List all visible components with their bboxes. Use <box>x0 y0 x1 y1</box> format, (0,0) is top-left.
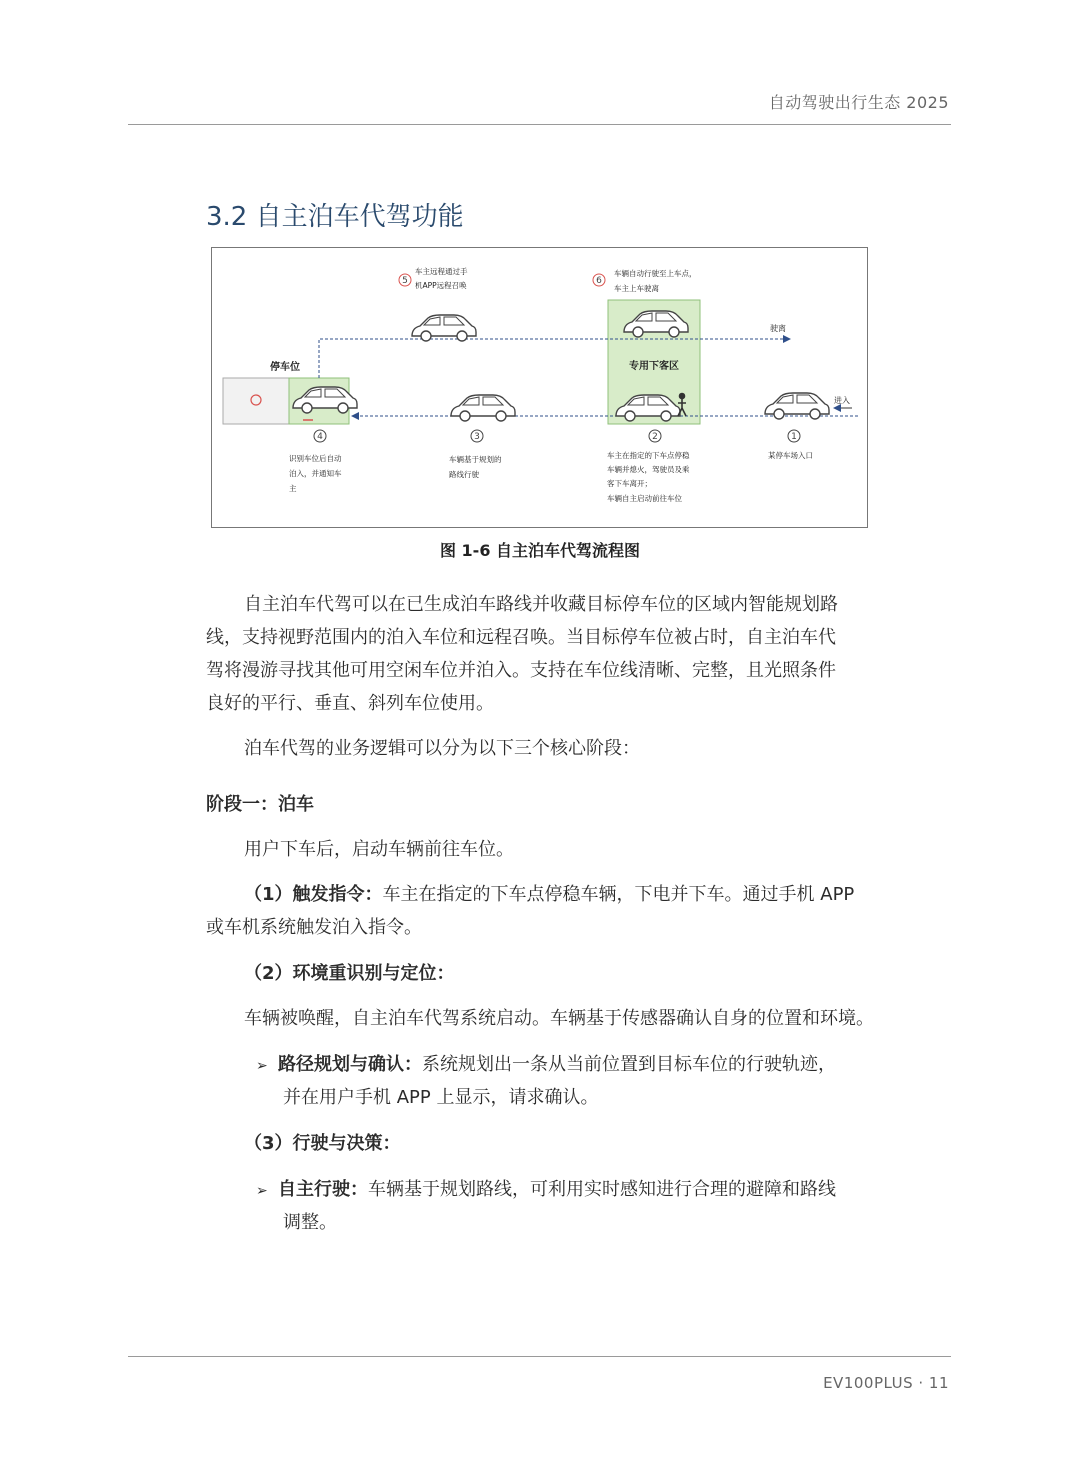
step2-line2: 车辆并熄火，驾驶员及乘 <box>607 465 690 474</box>
figure-caption: 图 1-6 自主泊车代驾流程图 <box>439 541 641 560</box>
paragraph-line: 驾将漫游寻找其他可用空闲车位并泊入。支持在车位线清晰、完整，且光照条件 <box>206 660 836 681</box>
bullet2-label: 自主行驶： <box>278 1179 368 1200</box>
section-title: 3.2 自主泊车代驾功能 <box>206 202 464 232</box>
bullet1-text: 系统规划出一条从当前位置到目标车位的行驶轨迹， <box>422 1054 836 1075</box>
step6-line2: 车主上车驶离 <box>614 284 659 293</box>
bullet-arrow-icon: ➢ <box>256 1058 268 1074</box>
paragraph-line: 良好的平行、垂直、斜列车位使用。 <box>206 693 494 714</box>
running-header: 自动驾驶出行生态 2025 <box>768 93 949 112</box>
step2-line3: 客下车离开； <box>607 479 652 488</box>
item1-continuation: 或车机系统触发泊入指令。 <box>206 917 422 938</box>
item1-text: 车主在指定的下车点停稳车辆，下电并下车。通过手机 APP <box>382 884 855 905</box>
stage1-intro: 用户下车后，启动车辆前往车位。 <box>244 839 514 860</box>
step2-line1: 车主在指定的下车点停稳 <box>607 451 690 460</box>
step4-number: 4 <box>317 432 323 442</box>
bullet1-continuation: 并在用户手机 APP 上显示，请求确认。 <box>283 1087 599 1108</box>
bullet2 <box>256 1173 836 1208</box>
bullet2-text: 车辆基于规划路线，可利用实时感知进行合理的避障和路线 <box>368 1179 836 1200</box>
bullet1 <box>256 1048 836 1083</box>
step5-line1: 车主远程通过手 <box>415 267 468 276</box>
step5-number: 5 <box>402 276 408 286</box>
drive-away-label: 驶离 <box>770 324 786 333</box>
summon-path <box>319 339 790 378</box>
car-driving-icon <box>451 395 515 421</box>
paragraph-intro-stages: 泊车代驾的业务逻辑可以分为以下三个核心阶段： <box>244 738 640 759</box>
item2-text: 车辆被唤醒，自主泊车代驾系统启动。车辆基于传感器确认自身的位置和环境。 <box>244 1008 874 1029</box>
item2-label: （2）环境重识别与定位： <box>244 963 455 984</box>
step6-line1: 车辆自动行驶至上车点， <box>614 269 697 278</box>
item1-label: （1）触发指令： <box>244 884 383 905</box>
empty-parking-spot <box>223 378 289 424</box>
step4-line1: 识别车位后自动 <box>289 454 342 463</box>
paragraph-line: 自主泊车代驾可以在已生成泊车路线并收藏目标停车位的区域内智能规划路 <box>244 594 838 615</box>
item3-label: （3）行驶与决策： <box>244 1133 401 1154</box>
step1-number: 1 <box>791 432 797 442</box>
bullet1-label: 路径规划与确认： <box>278 1054 422 1075</box>
step5-line2: 机APP远程召唤 <box>415 281 467 290</box>
enter-label: 进入 <box>834 396 850 405</box>
parking-spot-label: 停车位 <box>270 362 300 373</box>
parking-flow-diagram <box>212 248 867 527</box>
item1 <box>244 878 854 911</box>
bullet2-continuation: 调整。 <box>283 1212 337 1233</box>
car-entrance-icon <box>765 393 829 419</box>
step1-line1: 某停车场入口 <box>768 451 813 460</box>
step3-line2: 路线行驶 <box>449 470 479 479</box>
header-divider <box>128 124 951 125</box>
step3-line1: 车辆基于规划的 <box>449 455 502 464</box>
figure-frame <box>211 247 868 528</box>
step6-number: 6 <box>596 276 602 286</box>
dropoff-zone-label: 专用下客区 <box>629 361 679 372</box>
paragraph-line: 线，支持视野范围内的泊入车位和远程召唤。当目标停车位被占时，自主泊车代 <box>206 627 836 648</box>
step4-line3: 主 <box>289 484 297 493</box>
step4-line2: 泊入，并通知车 <box>289 469 342 478</box>
bullet-arrow-icon: ➢ <box>256 1183 268 1199</box>
step3-number: 3 <box>474 432 480 442</box>
step2-number: 2 <box>652 432 658 442</box>
stage1-heading: 阶段一：泊车 <box>206 794 314 815</box>
footer-divider <box>128 1356 951 1357</box>
step2-line4: 车辆自主启动前往车位 <box>607 494 682 503</box>
car-summoned-icon <box>412 315 476 341</box>
page-footer: EV100PLUS · 11 <box>823 1374 949 1392</box>
